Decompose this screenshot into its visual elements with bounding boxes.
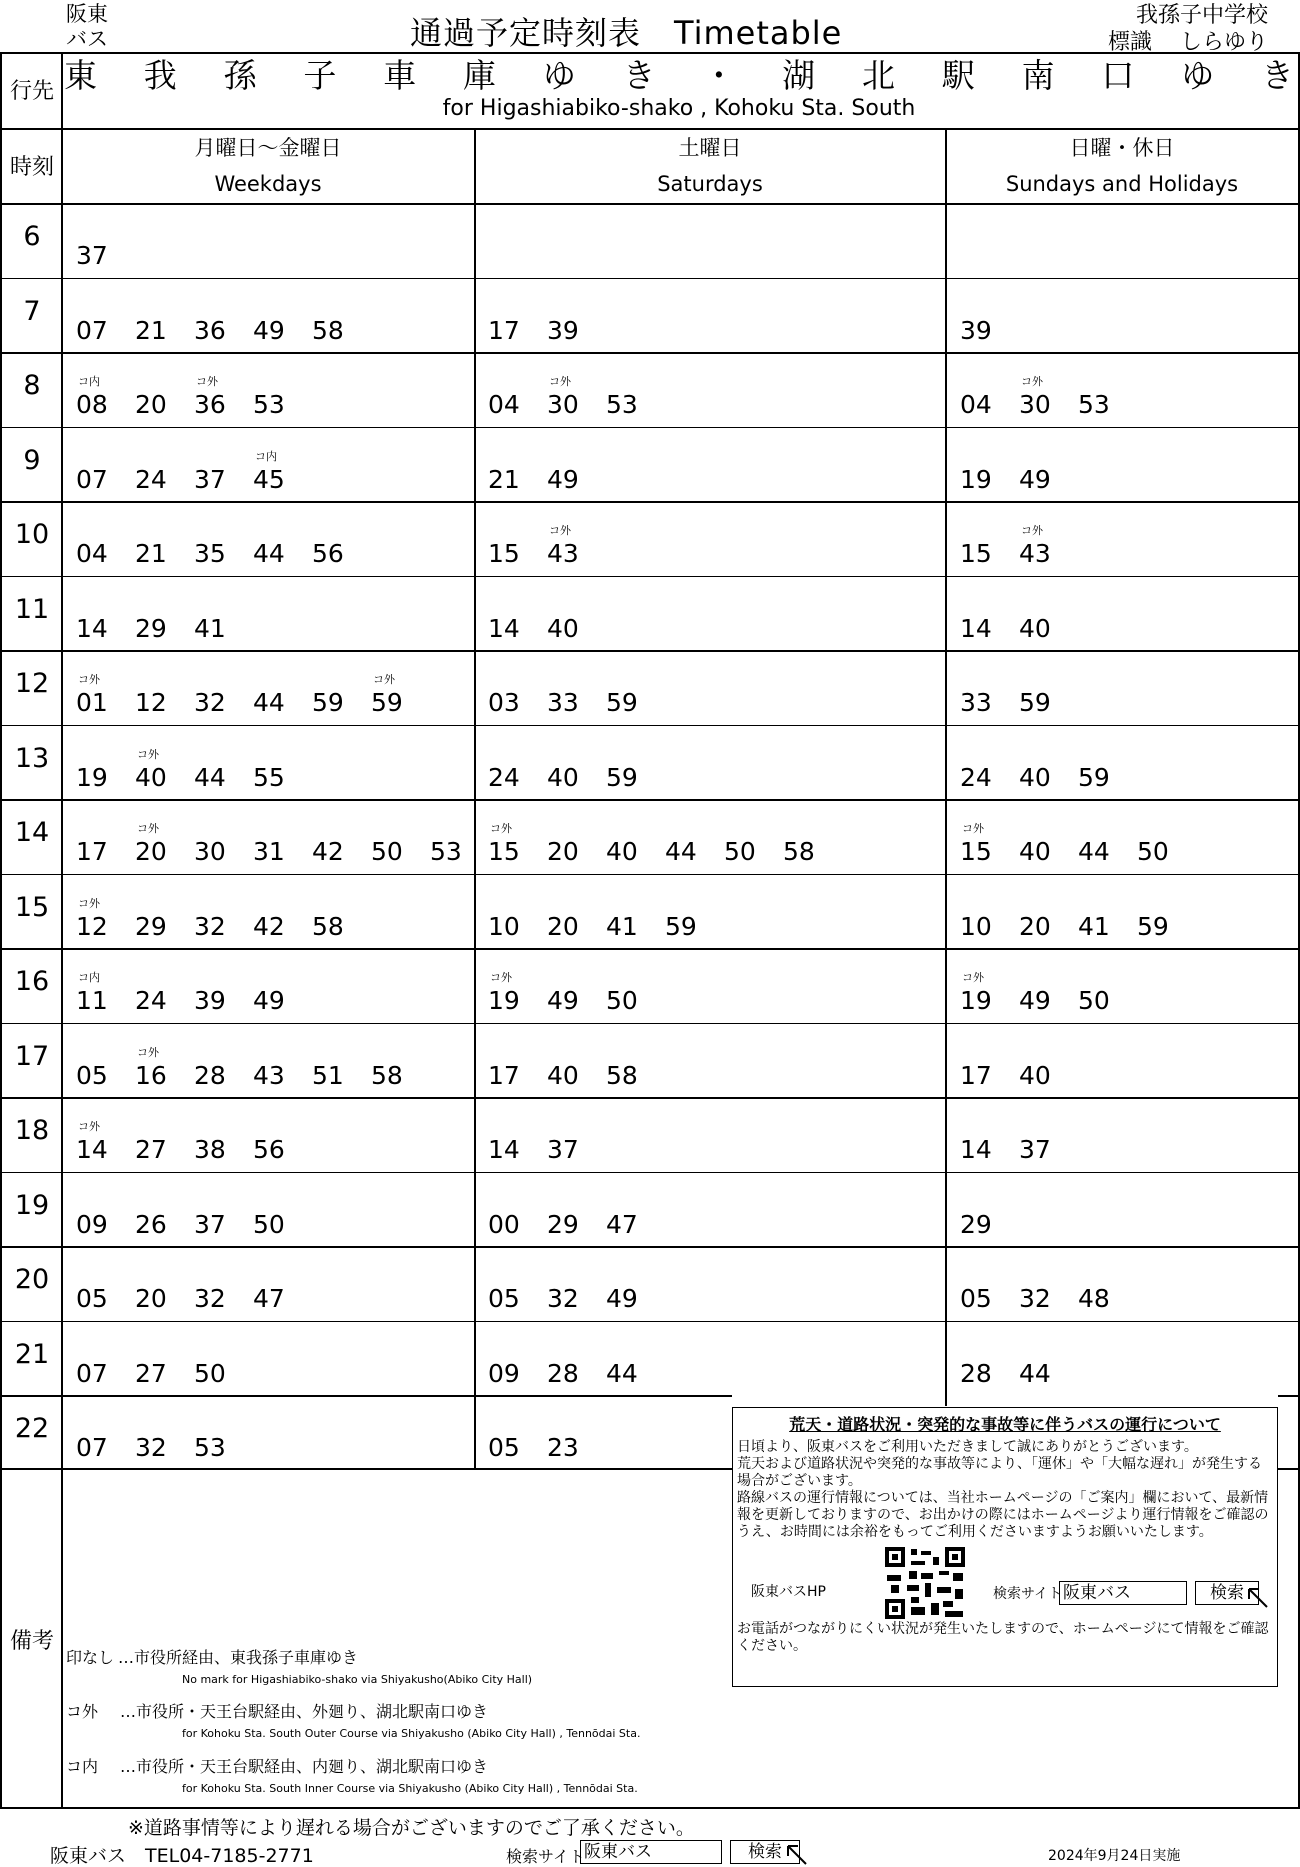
hour-label: 17 (14, 1040, 50, 1072)
departure-minute: 09 (488, 1358, 520, 1388)
departure-minute: 44 (1078, 837, 1110, 866)
departure-minute: 32 (1019, 1284, 1051, 1313)
departure-minute: 17 (488, 315, 520, 345)
company-name-line1: 阪東 (66, 2, 108, 26)
departure-minute: 09 (76, 1209, 108, 1239)
route-mark: コ内 (78, 375, 100, 388)
service-notice-box (732, 1407, 1278, 1687)
col-header-jp: 月曜日～金曜日 (194, 136, 342, 160)
departure-minute: 32 (547, 1284, 579, 1313)
departure-minute: 28 (960, 1358, 992, 1388)
departure-minute: 04 (960, 390, 992, 419)
departure-minute: 15 (960, 837, 992, 866)
departure-minute: 50 (1078, 986, 1110, 1015)
destination-char: 口 (1101, 56, 1135, 95)
departure-minute: 17 (488, 1060, 520, 1090)
legend-item-inner (66, 1754, 638, 1795)
departure-minute: 48 (1078, 1284, 1110, 1313)
departure-minute: 37 (1019, 1135, 1051, 1164)
row-divider (0, 1172, 1300, 1174)
departure-minute: 44 (253, 688, 285, 717)
departure-minute: 30 (1019, 390, 1051, 419)
departure-minute: 24 (135, 464, 167, 494)
departure-minute: 40 (547, 1060, 579, 1090)
departure-minute: 23 (547, 1433, 579, 1462)
departure-minute: 05 (488, 1284, 520, 1313)
departure-minute: 59 (371, 688, 403, 717)
departure-minute: 40 (135, 762, 167, 792)
hour-label: 14 (14, 817, 50, 848)
departure-minute: 17 (960, 1060, 992, 1090)
destination-char: 駅 (941, 56, 975, 95)
col-header-en: Sundays and Holidays (1005, 172, 1239, 196)
departure-minute: 15 (960, 539, 992, 568)
departure-minute: 10 (960, 911, 992, 941)
legend-en: for Kohoku Sta. South Outer Course via Shiyakusho (Abiko City Hall) , Tennōdai Sta. (182, 1727, 641, 1740)
route-mark: コ外 (1021, 375, 1043, 388)
hp-label: 阪東バスHP (751, 1584, 826, 1600)
departure-minute: 38 (194, 1135, 226, 1164)
legend-en: for Kohoku Sta. South Inner Course via Shiyakusho (Abiko City Hall) , Tennōdai Sta. (182, 1782, 638, 1795)
departure-minute: 50 (194, 1358, 226, 1388)
route-mark: コ外 (78, 896, 100, 910)
departure-minute: 58 (312, 315, 344, 345)
departure-minute: 05 (960, 1284, 992, 1313)
stop-name-line1: 我孫子中学校 (1136, 3, 1269, 28)
row-divider (0, 1395, 732, 1397)
hour-label: 20 (14, 1264, 50, 1295)
legend-en: No mark for Higashiabiko-shako via Shiyakusho(Abiko City Hall) (182, 1673, 533, 1686)
departure-minute: 59 (606, 688, 638, 717)
departure-minute: 17 (76, 837, 108, 866)
route-mark: コ外 (962, 971, 984, 984)
departure-minute: 53 (1078, 390, 1110, 419)
row-divider (0, 874, 1300, 876)
route-mark: コ外 (78, 1120, 100, 1133)
hour-label: 6 (23, 221, 41, 252)
legend-mark: 印なし (66, 1648, 115, 1667)
destination-jp (64, 50, 1294, 94)
hour-label: 18 (14, 1115, 50, 1146)
departure-minute: 28 (547, 1358, 579, 1388)
departure-minute: 30 (547, 390, 579, 419)
departure-minute: 44 (665, 837, 697, 866)
route-mark: コ外 (1021, 524, 1043, 537)
hour-label: 13 (14, 742, 50, 774)
departure-minute: 39 (547, 315, 579, 345)
departure-minute: 05 (488, 1433, 520, 1462)
departure-minute: 31 (253, 837, 285, 866)
departure-minute: 14 (76, 1135, 108, 1164)
departure-minute: 40 (547, 762, 579, 792)
time-label: 時刻 (9, 155, 54, 180)
legend-text: …市役所・天王台駅経由、内廻り、湖北駅南口ゆき (120, 1757, 489, 1776)
row-divider (0, 650, 1300, 652)
departure-minute: 14 (488, 613, 520, 643)
hour-label: 11 (14, 593, 50, 625)
departure-minute: 37 (547, 1135, 579, 1164)
departure-minute: 36 (194, 390, 226, 419)
notice-paragraph: 日頃より、阪東バスをご利用いただきまして誠にありがとうございます。 (737, 1439, 1198, 1455)
departure-minute: 33 (547, 688, 579, 717)
destination-char: 湖 (782, 56, 816, 95)
route-mark: コ内 (78, 971, 100, 984)
departure-minute: 43 (547, 539, 579, 568)
row-divider (1278, 1395, 1300, 1397)
row-divider (0, 278, 1300, 280)
departure-minute: 26 (135, 1209, 167, 1239)
departure-minute: 35 (194, 539, 226, 568)
hour-label: 21 (14, 1338, 50, 1370)
row-divider (0, 1023, 1300, 1025)
departure-minute: 39 (960, 315, 992, 345)
row-divider (0, 576, 1300, 578)
col-header-en: Weekdays (214, 172, 322, 196)
row-divider (0, 725, 1300, 727)
destination-char: 庫 (462, 56, 496, 95)
col-header-jp: 日曜・休日 (1069, 136, 1175, 160)
qr-code-icon[interactable] (885, 1547, 965, 1619)
departure-minute: 29 (135, 613, 167, 643)
destination-char: 南 (1021, 56, 1055, 95)
legend-item-outer (66, 1699, 640, 1740)
legend-text: …市役所・天王台駅経由、外廻り、湖北駅南口ゆき (120, 1702, 489, 1721)
departure-minute: 20 (135, 837, 167, 866)
departure-minute: 19 (960, 986, 992, 1015)
departure-minute: 43 (1019, 539, 1051, 568)
notice-paragraph: お電話がつながりにくい状況が発生いたしますので、ホームページにて情報をご確認ください。 (737, 1621, 1269, 1654)
row-divider (0, 501, 1300, 503)
departure-minute: 45 (253, 464, 285, 494)
company-phone: 阪東バス TEL04-7185-2771 (50, 1845, 314, 1867)
departure-minute: 07 (76, 464, 108, 494)
departure-minute: 59 (1137, 911, 1169, 941)
departure-minute: 47 (606, 1209, 638, 1239)
departure-minute: 40 (1019, 613, 1051, 643)
departure-minute: 49 (547, 986, 579, 1015)
departure-minute: 14 (960, 1135, 992, 1164)
destination-en: for Higashiabiko-shako , Kohoku Sta. South (442, 96, 916, 121)
footer-search-field[interactable]: 阪東バス (580, 1840, 722, 1864)
col-header-holidays (946, 130, 1298, 202)
stop-name: しらゆり (1180, 30, 1269, 55)
cursor-arrow-icon (786, 1844, 808, 1867)
departure-minute: 53 (194, 1433, 226, 1462)
departure-minute: 05 (76, 1060, 108, 1090)
departure-minute: 20 (135, 1284, 167, 1313)
bus-stop-name (1108, 2, 1268, 56)
departure-minute: 53 (253, 390, 285, 419)
departure-minute: 40 (606, 837, 638, 866)
departure-minute: 49 (253, 315, 285, 345)
departure-minute: 28 (194, 1060, 226, 1090)
departure-minute: 49 (1019, 986, 1051, 1015)
departure-minute: 29 (547, 1209, 579, 1239)
search-field[interactable]: 阪東バス (1059, 1581, 1187, 1605)
departure-minute: 41 (1078, 911, 1110, 941)
destination-char: ゆ (542, 56, 576, 95)
departure-minute: 58 (371, 1060, 403, 1090)
col-header-saturdays (475, 130, 945, 202)
departure-minute: 27 (135, 1358, 167, 1388)
effective-date: 2024年9月24日実施 (1048, 1848, 1181, 1864)
departure-minute: 24 (488, 762, 520, 792)
route-mark: コ外 (490, 971, 512, 984)
hour-label: 8 (23, 370, 41, 401)
legend-item-nomark (66, 1645, 532, 1686)
departure-minute: 14 (960, 613, 992, 643)
departure-minute: 20 (1019, 911, 1051, 941)
departure-minute: 42 (312, 837, 344, 866)
departure-minute: 36 (194, 315, 226, 345)
departure-minute: 15 (488, 539, 520, 568)
route-mark: コ外 (962, 822, 984, 835)
route-mark: コ外 (373, 673, 395, 686)
departure-minute: 14 (488, 1135, 520, 1164)
hour-label: 10 (14, 519, 50, 550)
destination-char: 孫 (223, 56, 257, 95)
departure-minute: 49 (1019, 464, 1051, 494)
departure-minute: 37 (194, 1209, 226, 1239)
departure-minute: 24 (960, 762, 992, 792)
departure-minute: 20 (547, 911, 579, 941)
departure-minute: 59 (606, 762, 638, 792)
stop-label: 標識 (1108, 30, 1153, 55)
departure-minute: 19 (76, 762, 108, 792)
col-header-weekdays (62, 130, 474, 202)
departure-minute: 21 (135, 315, 167, 345)
departure-minute: 59 (1019, 688, 1051, 717)
departure-minute: 50 (371, 837, 403, 866)
row-divider (0, 1246, 1300, 1248)
departure-minute: 32 (135, 1433, 167, 1462)
departure-minute: 29 (135, 911, 167, 941)
route-mark: コ外 (549, 524, 571, 537)
route-mark: コ外 (137, 1045, 159, 1059)
departure-minute: 32 (194, 911, 226, 941)
departure-minute: 42 (253, 911, 285, 941)
departure-minute: 05 (76, 1284, 108, 1313)
departure-minute: 49 (547, 464, 579, 494)
hour-label: 12 (14, 668, 50, 699)
departure-minute: 21 (135, 539, 167, 568)
search-site-label: 検索サイト (993, 1586, 1063, 1602)
departure-minute: 49 (253, 986, 285, 1015)
departure-minute: 50 (1137, 837, 1169, 866)
route-mark: コ外 (196, 375, 218, 388)
departure-minute: 58 (312, 911, 344, 941)
route-mark: コ外 (490, 822, 512, 835)
departure-minute: 30 (194, 837, 226, 866)
departure-minute: 58 (606, 1060, 638, 1090)
departure-minute: 14 (76, 613, 108, 643)
destination-label: 行先 (9, 79, 54, 104)
company-name-line2: バス (66, 27, 108, 51)
notice-paragraph: 荒天および道路状況や突発的な事故等により、「運休」や「大幅な遅れ」が発生する場合がございます。 (737, 1456, 1262, 1489)
departure-minute: 56 (253, 1135, 285, 1164)
divider (0, 203, 1300, 205)
departure-minute: 41 (606, 911, 638, 941)
legend-text: …市役所経由、東我孫子車庫ゆき (118, 1648, 359, 1667)
notice-title: 荒天・道路状況・突発的な事故等に伴うバスの運行について (789, 1415, 1221, 1434)
row-divider (0, 799, 1300, 801)
route-mark: コ内 (255, 449, 277, 463)
departure-minute: 44 (253, 539, 285, 568)
row-divider (0, 1321, 1300, 1323)
departure-minute: 04 (76, 539, 108, 568)
departure-minute: 50 (606, 986, 638, 1015)
departure-minute: 40 (1019, 837, 1051, 866)
departure-minute: 27 (135, 1135, 167, 1164)
departure-minute: 33 (960, 688, 992, 717)
departure-minute: 20 (135, 390, 167, 419)
route-mark: コ外 (137, 747, 159, 761)
departure-minute: 40 (1019, 1060, 1051, 1090)
route-mark: コ外 (78, 673, 100, 686)
hour-label: 7 (23, 295, 41, 327)
departure-minute: 24 (135, 986, 167, 1015)
departure-minute: 12 (135, 688, 167, 717)
departure-minute: 44 (1019, 1358, 1051, 1388)
departure-minute: 53 (430, 837, 462, 866)
departure-minute: 03 (488, 688, 520, 717)
departure-minute: 56 (312, 539, 344, 568)
departure-minute: 50 (724, 837, 756, 866)
departure-minute: 07 (76, 1358, 108, 1388)
hour-label: 15 (14, 891, 50, 923)
departure-minute: 49 (606, 1284, 638, 1313)
departure-minute: 01 (76, 688, 108, 717)
col-header-en: Saturdays (657, 172, 763, 196)
hour-label: 22 (14, 1413, 50, 1444)
departure-minute: 19 (488, 986, 520, 1015)
departure-minute: 53 (606, 390, 638, 419)
page-title: 通過予定時刻表 Timetable (410, 14, 843, 52)
remarks-label: 備考 (9, 1629, 54, 1654)
departure-minute: 39 (194, 986, 226, 1015)
column-divider (945, 128, 947, 1406)
departure-minute: 41 (194, 613, 226, 643)
departure-minute: 07 (76, 315, 108, 345)
destination-char: 北 (861, 56, 895, 95)
row-divider (0, 1097, 1300, 1099)
departure-minute: 15 (488, 837, 520, 866)
departure-minute: 32 (194, 1284, 226, 1313)
departure-minute: 32 (194, 688, 226, 717)
departure-minute: 43 (253, 1060, 285, 1090)
search-button[interactable]: 検索 (1195, 1581, 1259, 1605)
destination-char: ゆ (1181, 56, 1215, 95)
footer-search-button[interactable]: 検索 (730, 1840, 800, 1864)
departure-minute: 08 (76, 390, 108, 419)
departure-minute: 59 (1078, 762, 1110, 792)
departure-minute: 21 (488, 464, 520, 494)
destination-char: き (1260, 56, 1294, 95)
departure-minute: 50 (253, 1209, 285, 1239)
departure-minute: 10 (488, 911, 520, 941)
departure-minute: 40 (1019, 762, 1051, 792)
footer-search-label: 検索サイト (506, 1847, 585, 1866)
hour-label: 16 (14, 966, 50, 997)
departure-minute: 37 (194, 464, 226, 494)
destination-char: ・ (702, 56, 736, 95)
destination-char: 我 (143, 56, 177, 95)
row-divider (0, 352, 1300, 354)
departure-minute: 20 (547, 837, 579, 866)
column-divider (474, 128, 476, 1468)
delay-note: ※道路事情等により遅れる場合がございますのでご了承ください。 (128, 1817, 695, 1839)
departure-minute: 00 (488, 1209, 520, 1239)
departure-minute: 47 (253, 1284, 285, 1313)
departure-minute: 04 (488, 390, 520, 419)
destination-char: 子 (303, 56, 337, 95)
departure-minute: 19 (960, 464, 992, 494)
departure-minute: 29 (960, 1209, 992, 1239)
departure-minute: 12 (76, 911, 108, 941)
row-divider (0, 948, 1300, 950)
hour-label: 9 (23, 444, 41, 476)
departure-minute: 58 (783, 837, 815, 866)
departure-minute: 37 (76, 241, 108, 270)
col-header-jp: 土曜日 (678, 136, 742, 160)
departure-minute: 59 (665, 911, 697, 941)
hour-label: 19 (14, 1189, 50, 1221)
route-mark: コ外 (549, 375, 571, 388)
departure-minute: 40 (547, 613, 579, 643)
legend-mark: コ外 (66, 1702, 99, 1721)
destination-char: き (622, 56, 656, 95)
departure-minute: 51 (312, 1060, 344, 1090)
destination-char: 車 (383, 56, 417, 95)
company-logo-text (66, 2, 108, 52)
destination-char: 東 (64, 56, 97, 95)
notice-paragraph: 路線バスの運行情報については、当社ホームページの「ご案内」欄において、最新情報を更新しておりますので、お出かけの際にはホームページより運行情報をご確認のうえ、お時間には余裕をもってご利用くださいますようお願いいたします。 (737, 1490, 1269, 1540)
route-mark: コ外 (137, 822, 159, 835)
departure-minute: 55 (253, 762, 285, 792)
cursor-arrow-icon (1247, 1587, 1269, 1613)
legend-mark: コ内 (66, 1757, 99, 1776)
departure-minute: 44 (606, 1358, 638, 1388)
row-divider (0, 427, 1300, 429)
departure-minute: 59 (312, 688, 344, 717)
departure-minute: 16 (135, 1060, 167, 1090)
departure-minute: 07 (76, 1433, 108, 1462)
departure-minute: 44 (194, 762, 226, 792)
departure-minute: 11 (76, 986, 108, 1015)
